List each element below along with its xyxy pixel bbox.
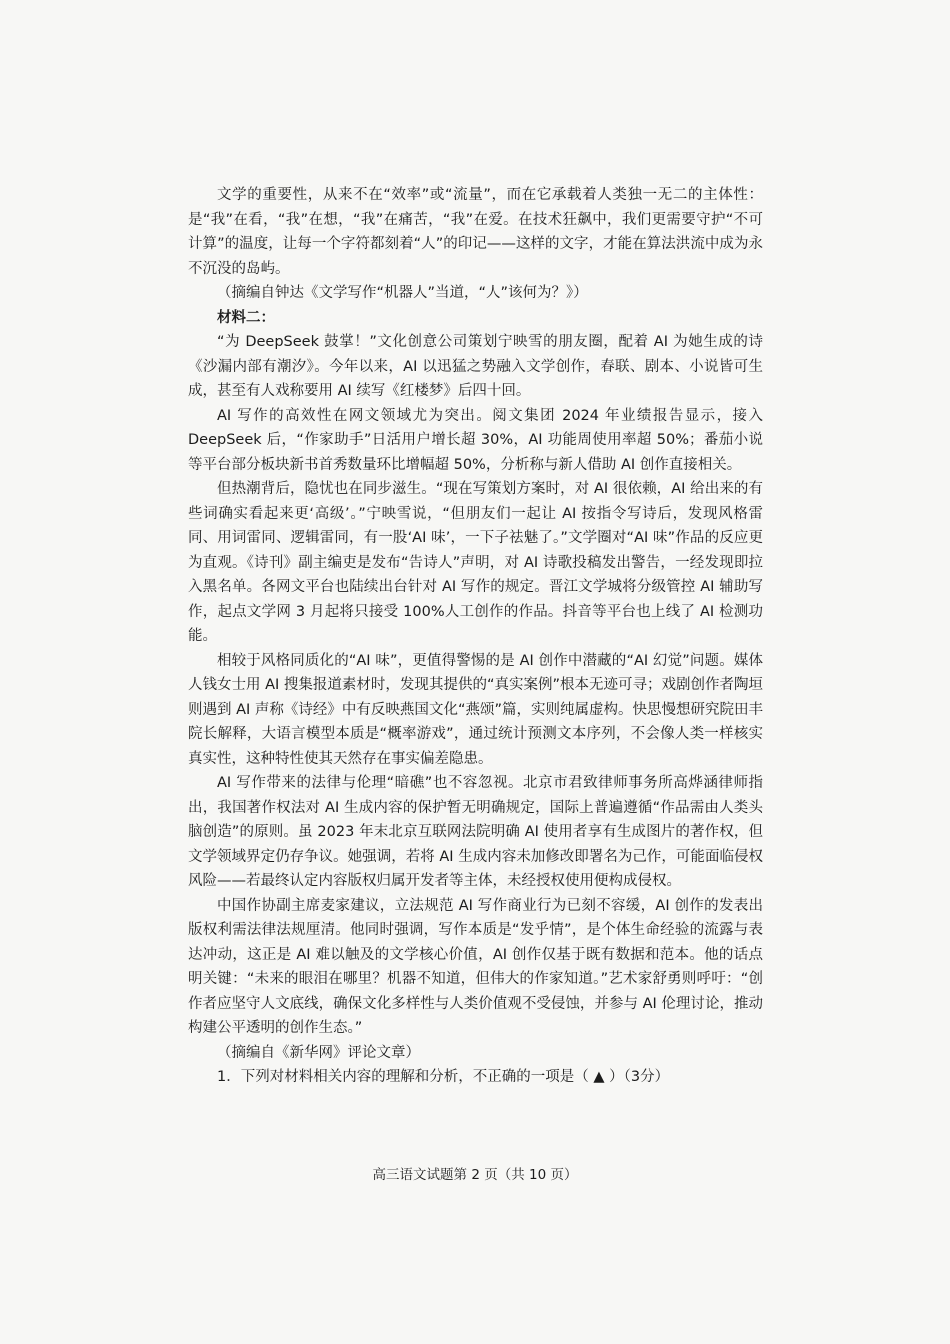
material-two-heading: 材料二： [217,309,275,326]
material-two-paragraph: 但热潮背后，隐忧也在同步滋生。“现在写策划方案时，对 AI 很依赖，AI 给出来的有些词确实看起来更‘高级’。”宁映雪说，“但朋友们一起让 AI 按指令写诗后，发现风格雷同、用词雷同、逻辑雷同，有一股‘AI 味’，一下子祛魅了。”文学圈对“AI 味”作品的反应更为直观。《诗刊》副主编吏是发布“告诗人”声明，对 AI 诗歌投稿发出警告，一经发现即拉入黑名单。各网文平台也陆续出台针对 AI 写作的规定。晋江文学城将分级管控 AI 辅助写作，起点文学网 3 月起将只接受 100%人工创作的作品。抖音等平台也上线了 AI 检测功能。 [188,481,763,644]
material-one-closing-paragraph: 文学的重要性，从来不在“效率”或“流量”，而在它承载着人类独一无二的主体性：是“我”在看，“我”在想，“我”在痛苦，“我”在爱。在技术狂飙中，我们更需要守护“不可计算”的温度，让每一个字符都刻着“人”的印记——这样的文字，才能在算法洪流中成为永不沉没的岛屿。 [188,187,763,277]
material-two-paragraph: “为 DeepSeek 鼓掌！”文化创意公司策划宁映雪的朋友圈，配着 AI 为她生成的诗《沙漏内部有潮汐》。今年以来，AI 以迅猛之势融入文学创作，春联、剧本、小说皆可生成，甚至有人戏称要用 AI 续写《红楼梦》后四十回。 [188,334,763,399]
material-two-paragraph: 相较于风格同质化的“AI 味”，更值得警惕的是 AI 创作中潜藏的“AI 幻觉”问题。媒体人钱女士用 AI 搜集报道素材时，发现其提供的“真实案例”根本无迹可寻；戏剧创作者陶垣则遇到 AI 声称《诗经》中有反映燕国文化“燕颂”篇，实则纯属虚构。快思慢想研究院田丰院长解释，大语言模型本质是“概率游戏”，通过统计预测文本序列，不会像人类一样核实真实性，这种特性使其天然存在事实偏差隐患。 [188,652,763,767]
passage-text [188,183,763,1090]
material-two-paragraph: 中国作协副主席麦家建议，立法规范 AI 写作商业行为已刻不容缓，AI 创作的发表出版权利需法律法规厘清。他同时强调，写作本质是“发乎情”，是个体生命经验的流露与表达冲动，这正是 AI 难以触及的文学核心价值，AI 创作仅基于既有数据和范本。他的话点明关键：“未来的眼泪在哪里？机器不知道，但伟大的作家知道。”艺术家舒勇则呼吁：“创作者应坚守人文底线，确保文化多样性与人类价值观不受侵蚀，并参与 AI 伦理讨论，推动构建公平透明的创作生态。” [188,897,763,1036]
material-two-paragraph: AI 写作带来的法律与伦理“暗礁”也不容忽视。北京市君致律师事务所高烨涵律师指出，我国著作权法对 AI 生成内容的保护暂无明确规定，国际上普遍遵循“作品需由人类头脑创造”的原则。虽 2023 年末北京互联网法院明确 AI 使用者享有生成图片的著作权，但文学领域界定仍存争议。她强调，若将 AI 生成内容未加修改即署名为己作，可能面临侵权风险——若最终认定内容版权归属开发者等主体，未经授权使用便构成侵权。 [188,775,763,889]
material-two-source: （摘编自《新华网》评论文章） [217,1044,420,1061]
material-two-paragraph: AI 写作的高效性在网文领域尤为突出。阅文集团 2024 年业绩报告显示，接入 DeepSeek 后，“作家助手”日活用户增长超 30%，AI 功能周使用率超 50%；番茄小说等平台部分板块新书首秀数量环比增幅超 50%，分析称与新人借助 AI 创作直接相关。 [188,407,763,473]
question-1: 1．下列对材料相关内容的理解和分析，不正确的一项是（ ▲ ）（3分） [217,1069,670,1085]
page-footer: 高三语文试题第 2 页（共 10 页） [372,1167,578,1183]
material-one-source: （摘编自钟达《文学写作“机器人”当道，“人”该何为？》） [217,285,588,301]
